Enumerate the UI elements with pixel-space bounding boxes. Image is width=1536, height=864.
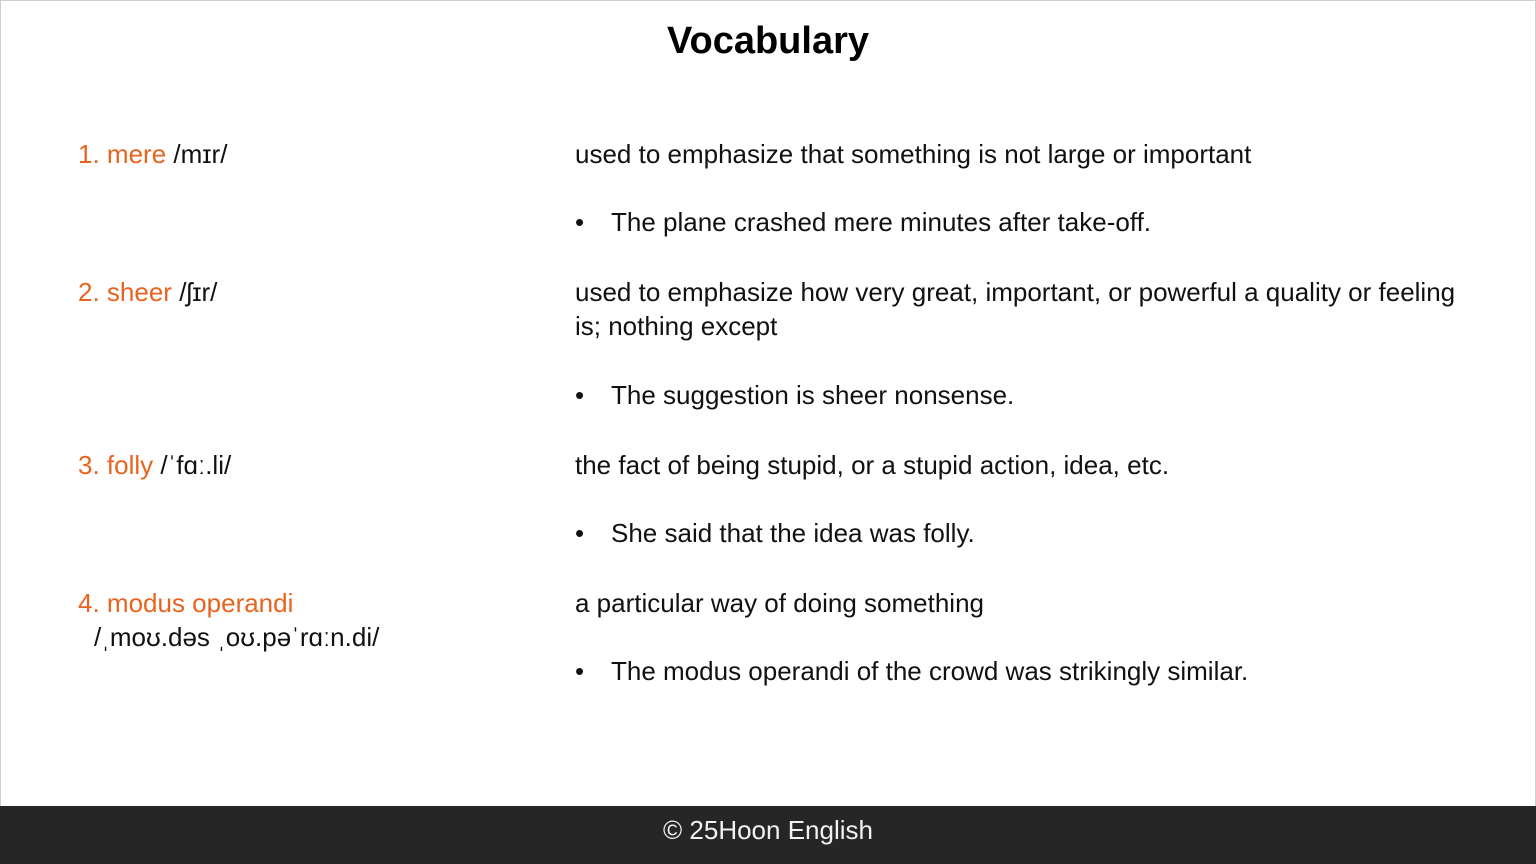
vocab-term [78,137,548,171]
example-text: She said that the idea was folly. [611,518,975,548]
entry-pronunciation: /ˈfɑː.li/ [160,450,232,480]
entry-example [575,205,1475,239]
entry-word: sheer [106,277,172,307]
entry-definition: the fact of being stupid, or a stupid action, idea, etc. [575,450,1170,480]
example-text: The suggestion is sheer nonsense. [611,380,1015,410]
entry-definition: used to emphasize that something is not large or important [575,139,1252,169]
entry-word: folly [106,450,154,480]
bullet-icon: • [575,207,585,237]
entry-number: 2. [78,277,100,307]
page-title: Vocabulary [666,20,870,62]
entry-definition: a particular way of doing something [575,588,985,618]
entry-word: modus operandi [106,588,294,618]
footer-copyright: © 25Hoon English [0,806,1536,864]
example-text: The modus operandi of the crowd was strikingly similar. [611,656,1249,686]
entry-definition: used to emphasize how very great, important, or powerful a quality or feeling is; nothing except [575,277,1456,341]
entry-number: 1. [78,139,100,169]
bullet-icon: • [575,656,585,686]
entry-pronunciation: /ʃɪr/ [179,277,218,307]
vocab-term [78,586,548,654]
example-text: The plane crashed mere minutes after take-off. [611,207,1152,237]
bullet-icon: • [575,380,585,410]
bullet-icon: • [575,518,585,548]
entry-number: 4. [78,588,100,618]
entry-word: mere [106,139,167,169]
entry-example [575,516,1475,550]
entry-pronunciation: /mɪr/ [173,139,228,169]
entry-example [575,378,1475,412]
vocab-term [78,448,548,482]
entry-number: 3. [78,450,100,480]
vocab-term [78,275,548,309]
entry-example [575,654,1475,688]
entry-pronunciation: /ˌmoʊ.dəs ˌoʊ.pəˈrɑːn.di/ [94,622,380,652]
